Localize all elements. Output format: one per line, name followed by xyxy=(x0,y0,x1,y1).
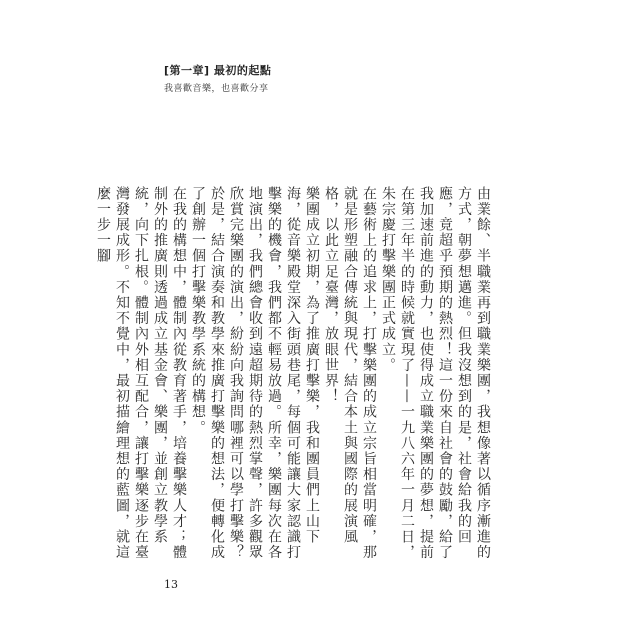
body-text xyxy=(93,186,492,566)
paragraph: 由業餘、半職業再到職業樂團，我想像著以循序漸進的方式，朝夢想邁進。但我沒想到的是，社會給我的回應，竟超乎預期的熱烈！這一份來自社會的鼓勵，給了我加速前進的動力，也使得成立職業樂團的夢想，提前在第三年半的時候就實現了——一九八六年一月二日，朱宗慶打擊樂團正式成立。 xyxy=(380,186,491,561)
chapter-title: [第一章] 最初的起點 xyxy=(164,64,272,77)
paragraph: 樂團成立初期，為了推廣打擊樂，我和團員們上山下海，從音樂殿堂深入街頭巷尾，每個可能讓大家認識打擊樂的機會，我們都不輕易放過。所幸，樂團每次在各地演出，我們總會收到遠超期待的熱烈掌聲，許多觀眾欣賞完樂團的演出，紛紛向我詢問哪裡可以學打擊樂？於是，結合演奏和教學來推廣打擊樂的想法，便轉化成了創辦一個打擊樂教學系統的構想。 xyxy=(190,186,320,561)
chapter-header xyxy=(164,62,271,94)
paragraph: 在我的構想中，體制內從教育著手，培養擊樂人才；體制外的推廣則透過成立基金會、樂團，並創立教學系統，向下扎根。體制內外相互配合，讓打擊樂逐步在臺灣發展成形。不知不覺中，最初描繪理想的藍圖，就這麼一步一腳 xyxy=(95,186,187,561)
paragraph: 在藝術上的追求上，打擊樂團的成立宗旨相當明確，那就是形塑融合傳統與現代，結合本土與國際的展演風格，以此立足臺灣，放眼世界！ xyxy=(323,186,377,561)
page-number: 13 xyxy=(164,578,178,591)
chapter-subtitle: 我喜歡音樂，也喜歡分享 xyxy=(164,84,269,94)
